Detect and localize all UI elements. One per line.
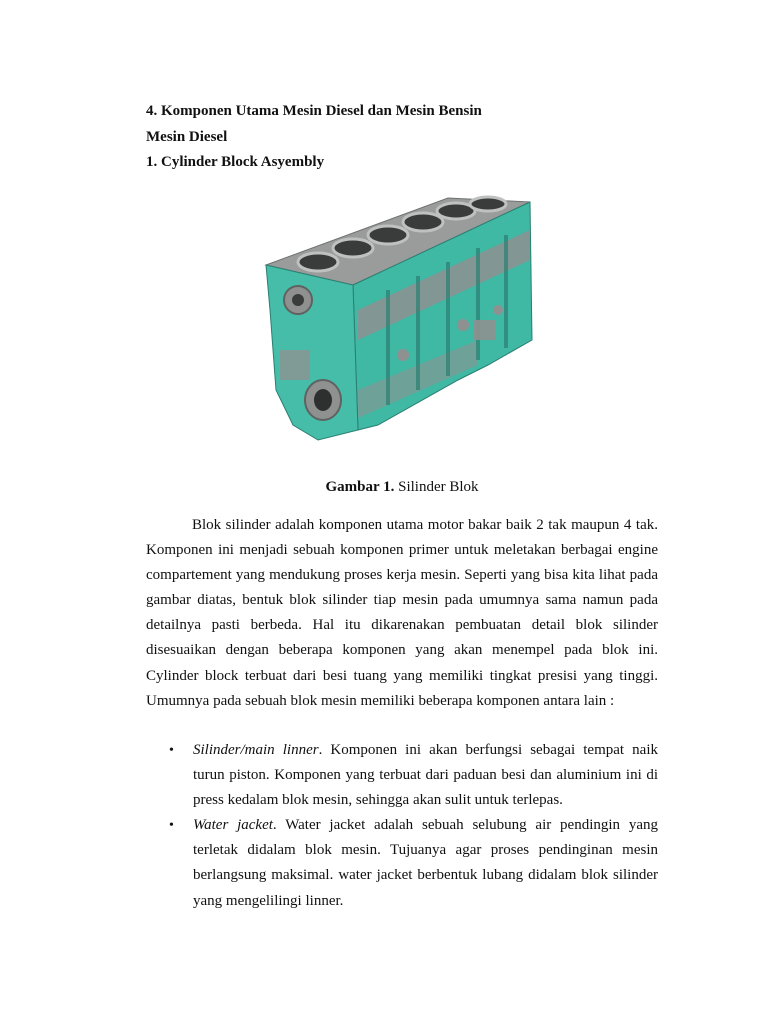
body-paragraph: Blok silinder adalah komponen utama motor bakar baik 2 tak maupun 4 tak. Komponen ini menjadi sebuah komponen primer untuk meletakan berbagai engine compartement yang mendukung proses kerja mesin. Seperti yang bisa kita lihat pada gambar diatas, bentuk blok silinder tiap mesin pada umumnya sama namun pada detailnya pasti berbeda. Hal itu dikarenakan pembuatan detail blok silinder disesuaikan dengan beberapa komponen yang akan menempel pada blok ini. Cylinder block terbuat dari besi tuang yang memiliki tingkat presisi yang tinggi. Umumnya pada sebuah blok mesin memiliki beberapa komponen antara lain : [146,517,658,709]
list-item [146,738,658,813]
caption-label: Gambar 1. [325,479,395,495]
list-item-term: Water jacket [193,817,273,834]
subsection-heading: Mesin Diesel [146,129,228,145]
bullet-icon: • [169,818,174,834]
cylinder-block-image [258,190,538,460]
component-list [146,738,658,914]
list-item-text: . Water jacket adalah sebuah selubung air pendingin yang terletak didalam blok mesin. Tujuanya agar proses pendinginan mesin berlangsung maksimal. water jacket berbentuk lubang didalam blok silinder yang mengelilingi linner. [193,817,658,909]
list-item [146,813,658,913]
section-heading: 4. Komponen Utama Mesin Diesel dan Mesin Bensin [146,103,482,119]
figure-caption [146,478,658,496]
list-item-term: Silinder/main linner [193,742,319,758]
list-item-text: . Komponen ini akan berfungsi sebagai tempat naik turun piston. Komponen yang terbuat dari paduan besi dan aluminium ini di press kedalam blok mesin, sehingga akan sulit untuk terlepas. [193,742,658,809]
bullet-icon: • [169,743,174,758]
item-heading: 1. Cylinder Block Asyembly [146,154,325,170]
caption-text: Silinder Blok [394,479,479,495]
